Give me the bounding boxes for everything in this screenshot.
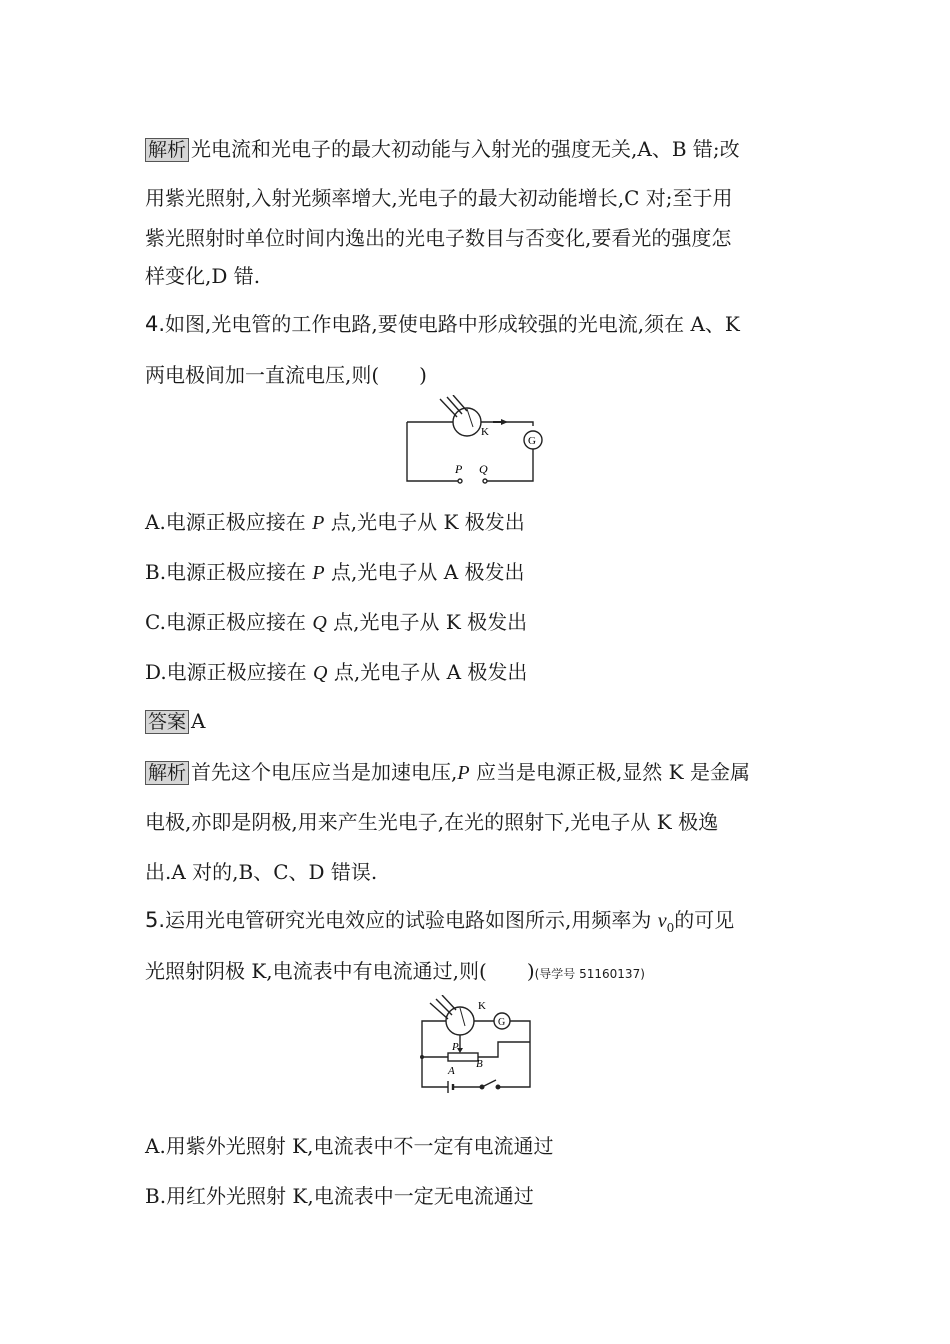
q4-option-c: C.电源正极应接在 Q 点,光电子从 K 极发出 bbox=[145, 610, 528, 634]
b-label: B bbox=[476, 1058, 483, 1070]
q4-stem-line-2: 两电极间加一直流电压,则( ) bbox=[145, 363, 427, 387]
analysis-tag: 解析 bbox=[145, 761, 189, 785]
q5-stem-line-2: 光照射阴极 K,电流表中有电流通过,则( )(导学号 51160137) bbox=[145, 959, 645, 983]
q4-option-a: A.电源正极应接在 P 点,光电子从 K 极发出 bbox=[145, 510, 525, 534]
galvanometer-label: G bbox=[528, 435, 536, 447]
q-label: Q bbox=[479, 462, 488, 476]
q5-circuit-figure bbox=[410, 995, 540, 1095]
q4-stem-line-1: 4.如图,光电管的工作电路,要使电路中形成较强的光电流,须在 A、K bbox=[145, 312, 740, 336]
question-number: 5. bbox=[145, 908, 166, 932]
k-label: K bbox=[478, 1000, 486, 1012]
q4-option-b: B.电源正极应接在 P 点,光电子从 A 极发出 bbox=[145, 560, 525, 584]
q3-analysis-line-2: 用紫光照射,入射光频率增大,光电子的最大初动能增长,C 对;至于用 bbox=[145, 186, 733, 210]
q4-analysis-line-2: 电极,亦即是阴极,用来产生光电子,在光的照射下,光电子从 K 极逸 bbox=[145, 810, 719, 834]
a-label: A bbox=[448, 1065, 455, 1077]
p-label: P bbox=[455, 462, 463, 476]
q5-option-a: A.用紫外光照射 K,电流表中不一定有电流通过 bbox=[145, 1134, 554, 1158]
q4-analysis-line-1: 解析 首先这个电压应当是加速电压,P 应当是电源正极,显然 K 是金属 bbox=[145, 758, 750, 787]
q4-analysis-line-3: 出.A 对的,B、C、D 错误. bbox=[145, 860, 378, 884]
k-label: K bbox=[481, 426, 489, 438]
q4-answer: 答案 A bbox=[145, 707, 205, 736]
q3-analysis-line-4: 样变化,D 错. bbox=[145, 264, 261, 288]
q3-analysis-line-3: 紫光照射时单位时间内逸出的光电子数目与否变化,要看光的强度怎 bbox=[145, 226, 732, 250]
q5-stem-line-1: 5.运用光电管研究光电效应的试验电路如图所示,用频率为 $\nu_0$的可见 bbox=[145, 908, 735, 935]
q4-circuit-figure bbox=[395, 395, 555, 490]
q3-analysis-line-1: 解析 光电流和光电子的最大初动能与入射光的强度无关,A、B 错;改 bbox=[145, 135, 740, 164]
answer-tag: 答案 bbox=[145, 710, 189, 734]
reference-number: (导学号 51160137) bbox=[534, 967, 645, 981]
q5-option-b: B.用红外光照射 K,电流表中一定无电流通过 bbox=[145, 1184, 534, 1208]
question-number: 4. bbox=[145, 312, 166, 336]
analysis-tag: 解析 bbox=[145, 138, 189, 162]
q4-option-d: D.电源正极应接在 Q 点,光电子从 A 极发出 bbox=[145, 660, 528, 684]
p-label: P bbox=[452, 1041, 459, 1053]
galvanometer-label: G bbox=[498, 1017, 506, 1028]
